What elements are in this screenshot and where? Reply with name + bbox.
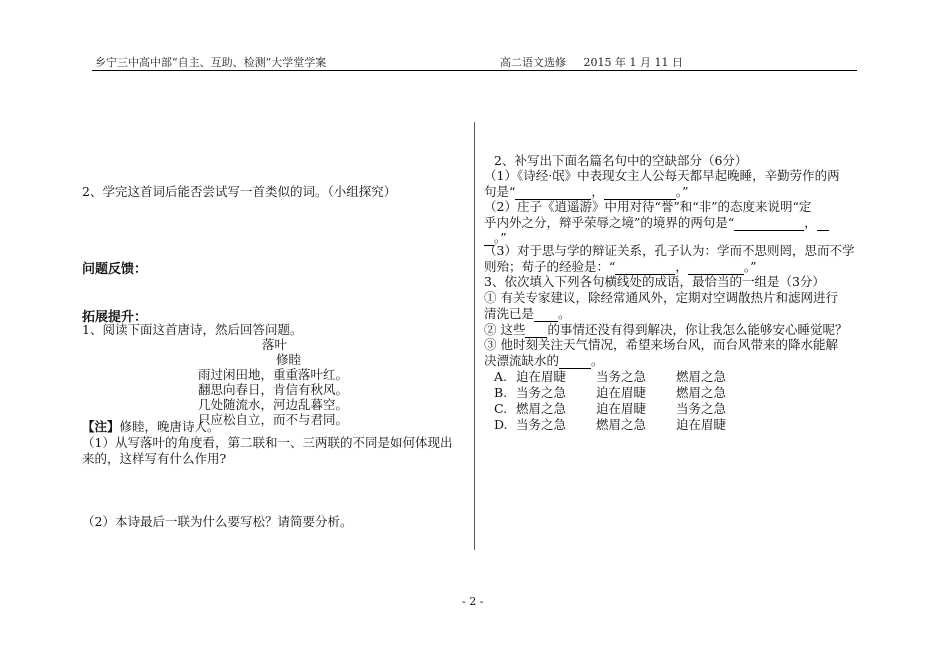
header-school: 乡宁三中高中部“自主、互助、检测”大学堂学案 [95,56,327,69]
poem-author: 修睦 [276,352,302,367]
subquestion-1-line2: 来的，这样写有什么作用? [82,451,227,466]
option-label: D. [494,417,508,432]
idiom-sentence-3a: ③ 他时刻关注天气情况，希望来场台风，而台风带来的降水能解 [484,337,838,352]
option-b[interactable] [494,385,726,401]
idiom-sentence-1a: ① 有关专家建议，除经常通风外，定期对空调散热片和滤网进行 [484,290,838,305]
option-label: B. [494,385,508,400]
fill-blank-heading: 2、补写出下面名篇名句中的空缺部分（6分） [494,153,748,168]
text: 。” [743,259,757,274]
sentence-2b [484,215,829,231]
blank[interactable] [734,217,804,231]
option-label: C. [494,401,508,416]
text: ② 这些 [484,322,526,337]
text: 。” [494,230,507,245]
text: 清洗已是 [484,306,535,321]
text: 句是“ [484,184,516,199]
reading-instruction: 1、阅读下面这首唐诗，然后回答问题。 [82,322,303,337]
option-idiom: 燃眉之急 [596,417,647,432]
blank[interactable] [615,261,675,275]
option-idiom: 当务之急 [516,385,567,400]
extend-heading: 拓展提升： [82,310,148,325]
sentence-1b [484,184,689,200]
text: 乎内外之分，辩乎荣辱之境”的境界的两句是“ [484,215,735,230]
text: 。 [558,306,571,321]
option-idiom: 迫在眉睫 [596,401,647,416]
blank[interactable] [525,324,547,338]
note-text: 修睦，晚唐诗人。 [119,419,220,434]
idiom-sentence-1b [484,306,571,322]
text: ， [591,184,604,199]
note-label: 【注】 [82,419,120,434]
blank[interactable] [688,261,744,275]
option-c[interactable] [494,401,726,417]
option-idiom: 迫在眉睫 [596,385,647,400]
poem-line: 雨过闲田地，重重落叶红。 [198,367,349,382]
blank[interactable] [817,217,829,231]
option-idiom: 迫在眉睫 [516,369,567,384]
header-rule [92,70,857,71]
text: ， [804,215,817,230]
option-idiom: 燃眉之急 [676,369,727,384]
blank[interactable] [534,308,558,322]
option-idiom: 当务之急 [516,417,567,432]
option-idiom: 燃眉之急 [516,401,567,416]
blank[interactable] [604,186,676,200]
blank[interactable] [515,186,591,200]
subquestion-2: （2）本诗最后一联为什么要写松？请简要分析。 [82,514,353,529]
sentence-3a: （3）对于思与学的辩证关系，孔子认为：学而不思则罔，思而不学 [484,243,855,258]
text: 决漂流缺水的 [484,353,560,368]
blank[interactable] [559,355,591,369]
option-label: A. [494,369,508,384]
idiom-sentence-3b [484,353,604,369]
option-idiom: 迫在眉睫 [676,417,727,432]
feedback-heading: 问题反馈： [82,262,148,277]
subquestion-1-line1: （1）从写落叶的角度看，第二联和一、三两联的不同是如何体现出 [82,435,453,450]
idiom-sentence-2 [484,322,848,338]
sentence-3b [484,259,757,275]
text: 则殆；荀子的经验是：“ [484,259,616,274]
page-number: - 2 - [462,595,484,608]
sentence-1a: （1）《诗经·氓》中表现女主人公每天都早起晚睡，辛勤劳作的两 [484,168,840,183]
idiom-heading: 3、依次填入下列各句横线处的成语，最恰当的一组是（3分） [484,274,825,289]
text: 。 [591,353,604,368]
text: 。” [675,184,689,199]
text: 的事情还没有得到解决，你让我怎么能够安心睡觉呢？ [547,322,848,337]
poem-note [82,419,220,435]
option-idiom: 当务之急 [676,401,727,416]
option-a[interactable] [494,369,726,385]
option-idiom: 当务之急 [596,369,647,384]
poem-line: 翻思向春日，肯信有秋风。 [198,382,349,397]
column-divider [474,122,475,550]
option-d[interactable] [494,417,726,433]
option-idiom: 燃眉之急 [676,385,727,400]
poem-line: 几处随流水，河边乱暮空。 [198,397,349,412]
poem-line: 只应松自立，而不与君同。 [198,412,349,427]
sentence-2a: （2）庄子《逍遥游》中用对待“誉”和“非”的态度来说明“定 [484,199,812,214]
left-question-2: 2、学完这首词后能否尝试写一首类似的词。（小组探究） [82,184,397,199]
poem-title: 落叶 [262,337,288,352]
header-course-date: 高二语文选修 2015 年 1 月 11 日 [500,56,683,69]
text: ， [675,259,688,274]
